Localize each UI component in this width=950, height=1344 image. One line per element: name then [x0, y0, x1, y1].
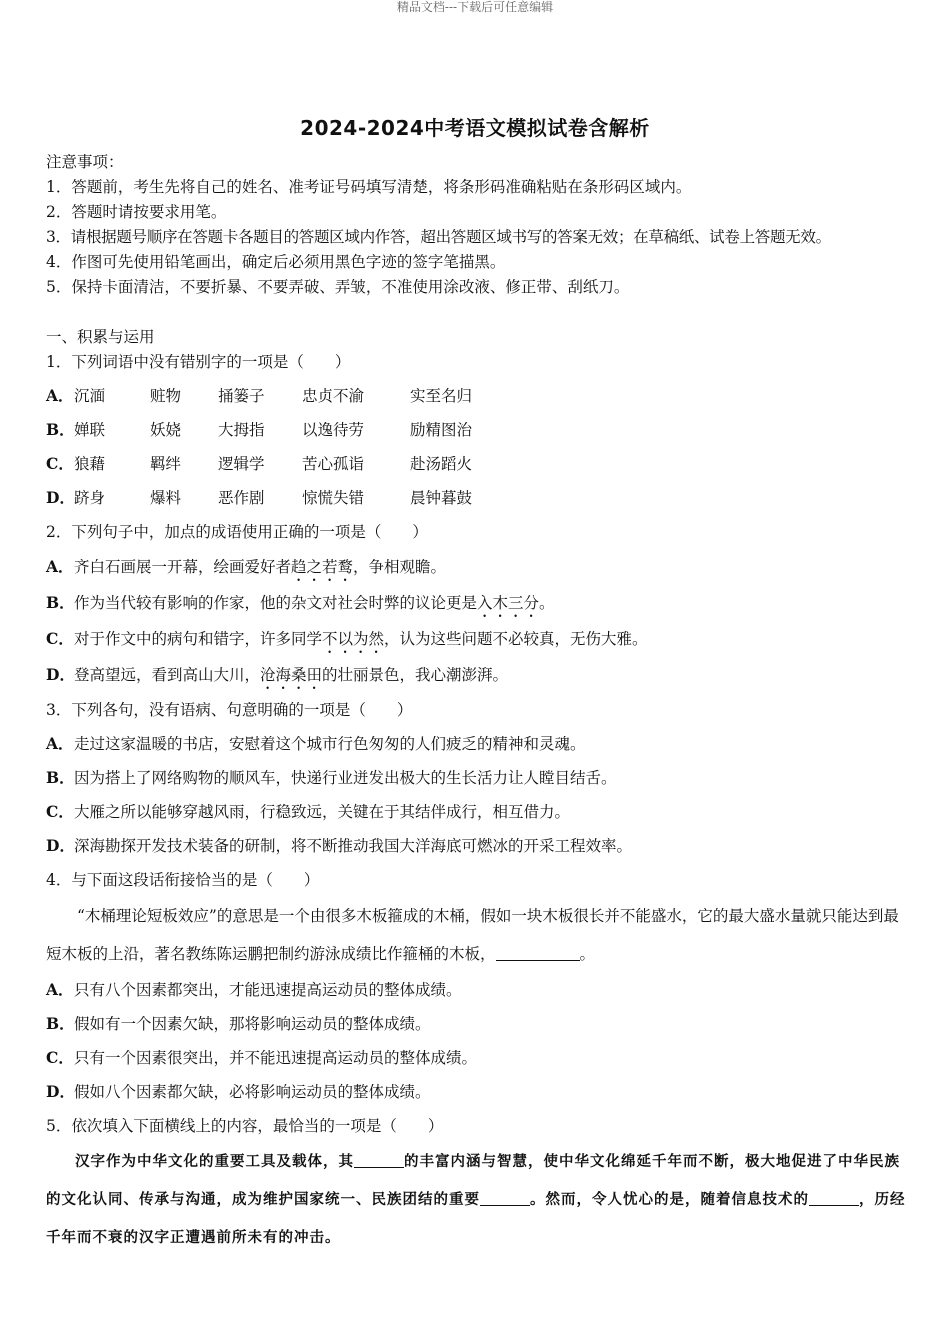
- option-word: 忠贞不渝: [302, 387, 365, 405]
- answer-blank: [496, 944, 580, 961]
- option-letter: A．: [46, 734, 74, 753]
- note-item: 1．答题前，考生先将自己的姓名、准考证号码填写清楚，将条形码准确粘贴在条形码区域内。: [46, 178, 692, 196]
- option-letter: A．: [46, 980, 74, 999]
- option-word: 跻身: [74, 489, 106, 507]
- option-row: [46, 1075, 906, 1109]
- option-text: 深海勘探开发技术装备的研制，将不断推动我国大洋海底可燃冰的开采工程效率。: [74, 837, 633, 855]
- option-row: [46, 761, 906, 795]
- question-1-options: [46, 379, 906, 515]
- question-1-stem: 1．下列词语中没有错别字的一项是（ ）: [46, 353, 351, 371]
- option-word: 捅篓子: [218, 387, 265, 405]
- option-letter: C．: [46, 1048, 74, 1067]
- option-text: 走过这家温暖的书店，安慰着这个城市行色匆匆的人们疲乏的精神和灵魂。: [74, 735, 586, 753]
- answer-blank-3: [809, 1189, 859, 1206]
- document-title: 2024-2024中考语文模拟试卷含解析: [300, 116, 650, 140]
- note-item: 3．请根据题号顺序在答题卡各题目的答题区域内作答，超出答题区域书写的答案无效；在草稿纸、试卷上答题无效。: [46, 228, 831, 246]
- option-word: 励精图治: [410, 421, 473, 439]
- option-text: 只有一个因素很突出，并不能迅速提高运动员的整体成绩。: [74, 1049, 478, 1067]
- note-item: 2．答题时请按要求用笔。: [46, 203, 227, 221]
- passage-end: 。: [579, 945, 596, 963]
- question-4-options: [46, 973, 906, 1109]
- option-row: [46, 379, 906, 413]
- question-3-options: [46, 727, 906, 863]
- option-text: 登高望远，看到高山大川，: [74, 666, 261, 684]
- option-word: 恶作剧: [218, 489, 265, 507]
- option-text: 假如八个因素都欠缺，必将影响运动员的整体成绩。: [74, 1083, 431, 1101]
- option-letter: B．: [46, 593, 75, 612]
- question-5-passage: [46, 1143, 906, 1257]
- emphasized-idiom: 沧海桑田: [260, 666, 323, 684]
- option-row: [46, 795, 906, 829]
- notes-heading: 注意事项：: [46, 153, 124, 171]
- question-2-options: [46, 549, 906, 693]
- option-row: [46, 447, 906, 481]
- option-text: 。: [539, 594, 555, 612]
- option-letter: B．: [46, 1014, 75, 1033]
- option-word: 以逸待劳: [302, 421, 365, 439]
- document-body: [46, 150, 906, 1257]
- option-word: 赴汤蹈火: [410, 455, 473, 473]
- emphasized-idiom: 趋之若鹜: [291, 558, 354, 576]
- page-header-note: 精品文档---下载后可任意编辑: [396, 0, 554, 14]
- option-letter: C．: [46, 454, 74, 473]
- answer-blank-1: [354, 1151, 404, 1168]
- option-word: 苦心孤诣: [302, 455, 365, 473]
- option-row: [46, 481, 906, 515]
- option-row: [46, 973, 906, 1007]
- emphasized-idiom: 入木三分: [477, 594, 540, 612]
- option-word: 赃物: [150, 387, 182, 405]
- option-letter: C．: [46, 802, 74, 821]
- passage-seg-2: 的丰富内涵与智慧，使中华文化绵延千年而不断，极大地促进了中华民族的文化认同、传承与沟通，成为维护国家统一、民族团结的重要: [46, 1154, 900, 1208]
- option-row: [46, 1041, 906, 1075]
- option-letter: D．: [46, 488, 75, 507]
- option-text: 齐白石画展一开幕，绘画爱好者: [74, 558, 292, 576]
- question-2-stem: 2．下列句子中，加点的成语使用正确的一项是（ ）: [46, 523, 428, 541]
- option-text: 只有八个因素都突出，才能迅速提高运动员的整体成绩。: [74, 981, 462, 999]
- option-row: [46, 1007, 906, 1041]
- option-word: 狼藉: [74, 455, 106, 473]
- option-letter: D．: [46, 836, 75, 855]
- option-word: 实至名归: [410, 387, 473, 405]
- option-letter: B．: [46, 420, 75, 439]
- option-row: [46, 585, 906, 621]
- note-item: 4．作图可先使用铅笔画出，确定后必须用黑色字迹的签字笔描黑。: [46, 253, 506, 271]
- note-item: 5．保持卡面清洁，不要折暴、不要弄破、弄皱，不准使用涂改液、修正带、刮纸刀。: [46, 278, 630, 296]
- option-text: 作为当代较有影响的作家，他的杂文对社会时弊的议论更是: [74, 594, 478, 612]
- question-3-stem: 3．下列各句，没有语病、句意明确的一项是（ ）: [46, 701, 413, 719]
- question-4-passage: [46, 897, 906, 973]
- option-text: 因为搭上了网络购物的顺风车，快递行业迸发出极大的生长活力让人瞠目结舌。: [74, 769, 617, 787]
- passage-seg-3: 。然而，令人忧心的是，随着信息技术的: [530, 1192, 809, 1208]
- option-row: [46, 621, 906, 657]
- option-letter: D．: [46, 665, 75, 684]
- option-word: 婵联: [74, 421, 106, 439]
- option-word: 惊慌失错: [302, 489, 365, 507]
- passage-text: “木桶理论短板效应”的意思是一个由很多木板箍成的木桶，假如一块木板很长并不能盛水，它的最大盛水量就只能达到最短木板的上沿，著名教练陈运鹏把制约游泳成绩比作箍桶的木板，: [46, 907, 899, 963]
- option-text: 对于作文中的病句和错字，许多同学: [74, 630, 323, 648]
- passage-seg-4: ，历经千年而不衰的汉字正遭遇前所未有的冲击。: [46, 1192, 906, 1246]
- option-text: 的壮丽景色，我心潮澎湃。: [322, 666, 509, 684]
- option-text: 假如有一个因素欠缺，那将影响运动员的整体成绩。: [74, 1015, 431, 1033]
- option-letter: C．: [46, 629, 74, 648]
- answer-blank-2: [480, 1189, 530, 1206]
- question-5-stem: 5．依次填入下面横线上的内容，最恰当的一项是（ ）: [46, 1117, 444, 1135]
- option-word: 大拇指: [218, 421, 265, 439]
- option-row: [46, 727, 906, 761]
- option-text: ，争相观瞻。: [353, 558, 447, 576]
- option-letter: A．: [46, 386, 74, 405]
- option-letter: D．: [46, 1082, 75, 1101]
- section-heading: 一、积累与运用: [46, 328, 155, 346]
- option-word: 羁绊: [150, 455, 182, 473]
- option-word: 爆料: [150, 489, 182, 507]
- option-row: [46, 549, 906, 585]
- passage-seg-1: 汉字作为中华文化的重要工具及载体，其: [75, 1154, 354, 1170]
- option-row: [46, 413, 906, 447]
- option-word: 逻辑学: [218, 455, 265, 473]
- option-word: 晨钟暮鼓: [410, 489, 473, 507]
- option-letter: A．: [46, 557, 74, 576]
- option-row: [46, 657, 906, 693]
- option-text: 大雁之所以能够穿越风雨，行稳致远，关键在于其结伴成行，相互借力。: [74, 803, 571, 821]
- option-row: [46, 829, 906, 863]
- option-word: 沉湎: [74, 387, 106, 405]
- option-text: ，认为这些问题不必较真，无伤大雅。: [384, 630, 648, 648]
- emphasized-idiom: 不以为然: [322, 630, 385, 648]
- question-4-stem: 4．与下面这段话衔接恰当的是（ ）: [46, 871, 320, 889]
- option-letter: B．: [46, 768, 75, 787]
- option-word: 妖娆: [150, 421, 182, 439]
